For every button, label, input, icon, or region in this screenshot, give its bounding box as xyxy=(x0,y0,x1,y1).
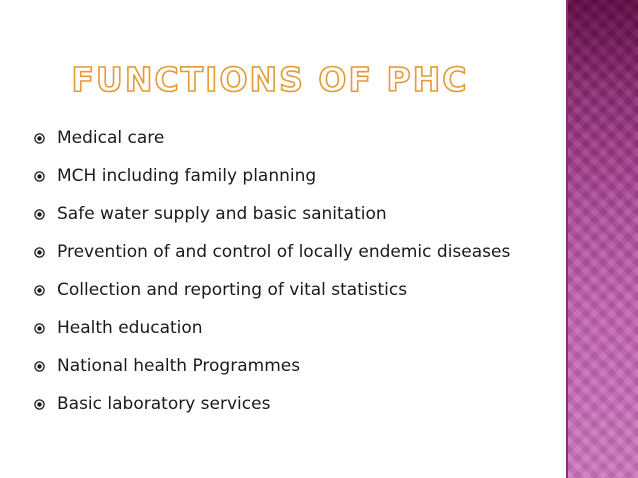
slide-title: FUNCTIONS OF PHC xyxy=(71,60,469,99)
bullet-item xyxy=(34,385,510,423)
bullet-item xyxy=(34,157,510,195)
bullet-item xyxy=(34,309,510,347)
bullet-text: Medical care xyxy=(57,128,165,148)
bullet-item xyxy=(34,271,510,309)
bullet-item xyxy=(34,233,510,271)
circle-dot-icon xyxy=(34,323,45,334)
circle-dot-icon xyxy=(34,247,45,258)
bullet-item xyxy=(34,119,510,157)
bullet-text: Safe water supply and basic sanitation xyxy=(57,204,387,224)
bullet-text: Basic laboratory services xyxy=(57,394,271,414)
bullet-item xyxy=(34,347,510,385)
decorative-side-band xyxy=(568,0,638,478)
circle-dot-icon xyxy=(34,285,45,296)
circle-dot-icon xyxy=(34,361,45,372)
bullet-text: MCH including family planning xyxy=(57,166,317,186)
bullet-text: Prevention of and control of locally endemic diseases xyxy=(57,242,511,262)
circle-dot-icon xyxy=(34,171,45,182)
bullet-list xyxy=(34,119,510,423)
circle-dot-icon xyxy=(34,133,45,144)
circle-dot-icon xyxy=(34,209,45,220)
circle-dot-icon xyxy=(34,399,45,410)
bullet-text: National health Programmes xyxy=(57,356,301,376)
bullet-text: Health education xyxy=(57,318,203,338)
bullet-item xyxy=(34,195,510,233)
bullet-text: Collection and reporting of vital statistics xyxy=(57,280,408,300)
